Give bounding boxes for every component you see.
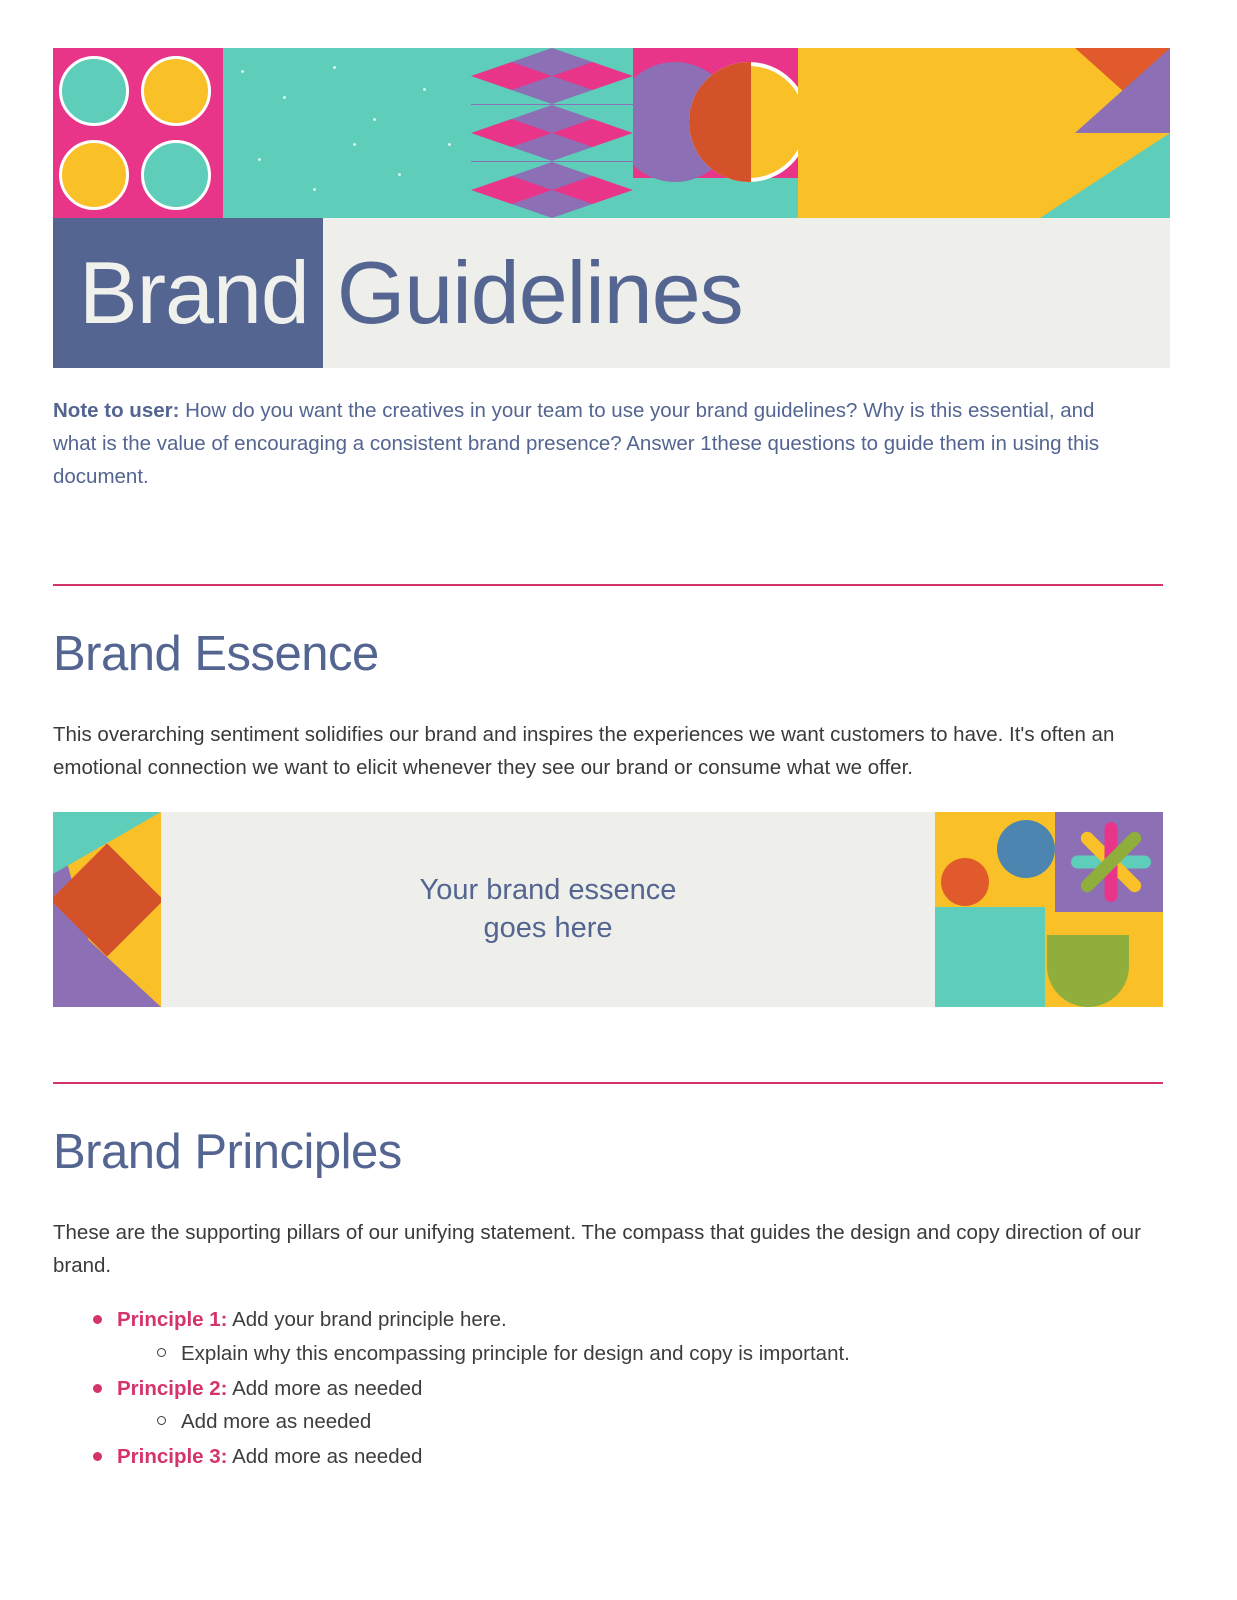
document-title-bar [53,218,1170,368]
essence-right-graphic [935,812,1163,1007]
banner-angles-tile [798,48,1170,218]
heading-brand-principles: Brand Principles [53,1125,402,1180]
hollow-bullet-icon [157,1416,166,1425]
principle-label: Principle 1: [117,1308,228,1332]
list-item [151,1338,1170,1369]
divider-essence [53,584,1163,586]
note-text: How do you want the creatives in your team to use your brand guidelines? Why is this essential, and what is the value of encouraging a consistent brand presence? Answer 1these questions to guide them in using this document. [53,399,1100,489]
principle-sub-text: Add more as needed [181,1409,372,1433]
title-word-guidelines: Guidelines [336,243,743,342]
bullet-icon [93,1384,102,1393]
principle-sub-text: Explain why this encompassing principle for design and copy is important. [181,1341,850,1365]
note-to-user [53,394,1143,494]
principle-text: Add more as needed [227,1445,423,1469]
text-brand-principles: These are the supporting pillars of our unifying statement. The compass that guides the design and copy direction of our brand. [53,1221,1141,1278]
decorative-header-banner [53,48,1170,218]
list-item [81,1304,1170,1368]
principles-list [53,1304,1170,1472]
banner-overlap-circles-tile [633,48,798,218]
principle-label: Principle 3: [117,1445,228,1469]
text-brand-essence: This overarching sentiment solidifies our brand and inspires the experiences we want customers to have. It's often an emotional connection we want to elicit whenever they see our brand or consume what we offer. [53,722,1115,779]
essence-placeholder-line1: Your brand essence [419,874,677,907]
heading-brand-essence: Brand Essence [53,626,379,681]
list-item [81,1441,1170,1472]
principle-text: Add more as needed [227,1376,423,1400]
banner-circles-tile [53,48,223,218]
bullet-icon [93,1315,102,1324]
essence-left-graphic [53,812,161,1007]
divider-principles [53,1082,1163,1084]
list-item [81,1373,1170,1437]
banner-speckle-tile [223,48,471,218]
principle-label: Principle 2: [117,1376,228,1400]
principle-sublist [117,1338,1170,1369]
banner-triangles-tile [471,48,633,218]
essence-placeholder-text [161,812,935,1007]
flower-icon [1069,828,1153,896]
hollow-bullet-icon [157,1348,166,1357]
note-label: Note to user: [53,399,180,422]
document-content [53,48,1170,1476]
principle-sublist [117,1406,1170,1437]
brand-essence-placeholder-band [53,812,1163,1007]
essence-placeholder-line2: goes here [483,911,613,944]
title-word-brand: Brand [53,218,323,368]
list-item [151,1406,1170,1437]
bullet-icon [93,1452,102,1461]
principle-text: Add your brand principle here. [227,1308,507,1332]
